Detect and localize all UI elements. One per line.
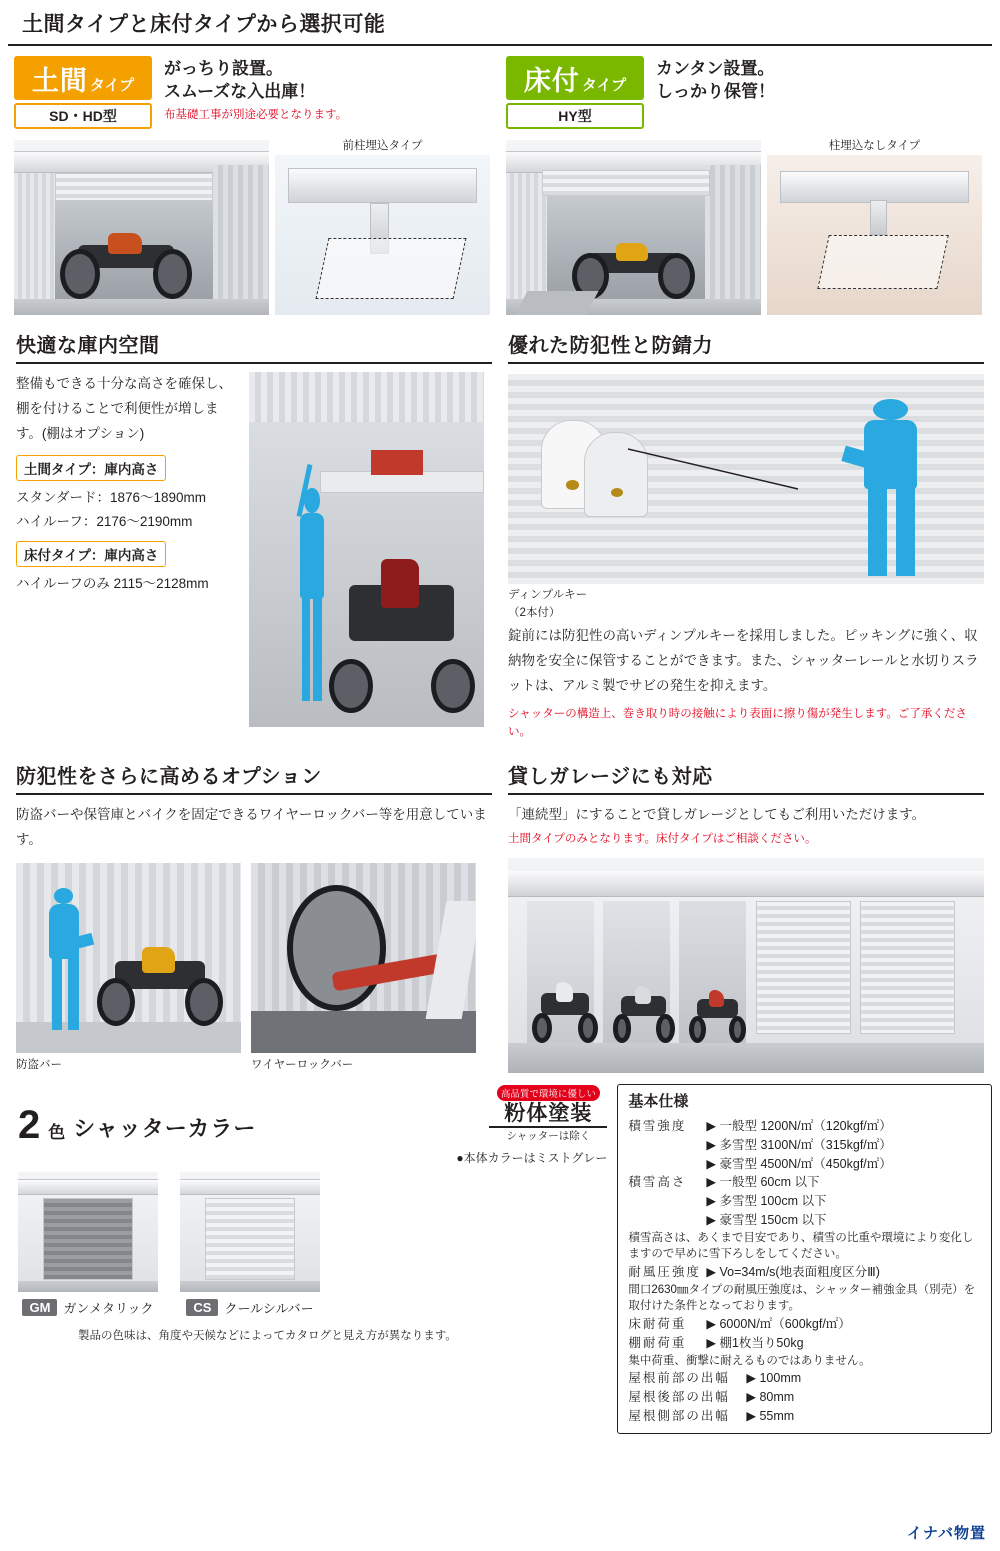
- spec-note-2: 間口2630㎜タイプの耐風圧強度は、シャッター補強金具（別売）を取付けた条件となっております。: [628, 1283, 976, 1313]
- photo-security-shutter: [508, 374, 984, 584]
- person-silhouette: [34, 885, 97, 1029]
- badge-yuka: [506, 56, 644, 129]
- powder-coating-badge: [489, 1084, 607, 1143]
- option-photo-2-wrap: [251, 863, 476, 1074]
- interior-dim-doma-2: ハイルーフ：2176〜2190mm: [16, 513, 193, 529]
- type-doma-images: [14, 137, 494, 315]
- spec-value: 6000N/㎡（600kgf/㎡）: [719, 1317, 851, 1332]
- swatch-item: [180, 1172, 320, 1317]
- swatch-name: クールシルバー: [224, 1300, 314, 1316]
- interior-dim-yuka-1: ハイルーフのみ 2115〜2128mm: [16, 576, 209, 592]
- shutter-colors: [8, 1084, 607, 1435]
- ramp: [515, 291, 599, 316]
- spec-row: 積雪高さ ▶ 一般型 60cm 以下: [628, 1173, 981, 1192]
- type-block-yuka: [500, 56, 992, 315]
- swatch-code: CS: [186, 1299, 218, 1316]
- section-security-note: シャッターの構造上、巻き取り時の接触により表面に擦り傷が発生します。ご了承ください。: [508, 707, 967, 739]
- spec-label: 屋根後部の出幅: [628, 1389, 730, 1404]
- type-copy-yuka: [656, 56, 775, 104]
- garage-shutter: [542, 170, 710, 196]
- interior-label-yuka: 床付タイプ：庫内高さ: [16, 541, 166, 567]
- spec-label: 棚耐荷重: [628, 1335, 687, 1350]
- page-title: 土間タイプと床付タイプから選択可能: [8, 0, 992, 46]
- garage-left-wall: [506, 173, 547, 301]
- section-interior: [8, 329, 500, 742]
- interior-dim-doma-1: スタンダード：1876〜1890mm: [16, 489, 207, 505]
- caption-key-2: （2本付）: [508, 607, 561, 619]
- garage-right-wall: [705, 165, 761, 309]
- spec-label: 積雪強度: [628, 1119, 687, 1134]
- caption-doma-detail: 前柱埋込タイプ: [342, 140, 423, 152]
- type-selection: [0, 46, 1000, 315]
- type-copy-doma-line2: スムーズな入出庫！: [164, 81, 316, 101]
- spec-label: 屋根側部の出幅: [628, 1408, 730, 1423]
- section-security-title: 優れた防犯性と防錆力: [508, 329, 984, 364]
- badge-yuka-main: [506, 56, 644, 100]
- spec-label: 床耐荷重: [628, 1317, 687, 1332]
- section-rental-note: 土間タイプのみとなります。床付タイプはご相談ください。: [508, 832, 817, 845]
- photo-anti-theft-bar: [16, 863, 241, 1053]
- detail-yuka: [767, 137, 982, 315]
- foundation-dashed-outline: [316, 238, 467, 299]
- badge-yuka-model: HY型: [506, 103, 644, 129]
- spec-value: 多雪型 100cm 以下: [719, 1194, 827, 1209]
- section-interior-text: 整備もできる十分な高さを確保し、棚を付けることで利便性が増します。(棚はオプション): [16, 376, 232, 441]
- photo-interior: [249, 372, 484, 727]
- badge-yuka-big: 床付: [523, 66, 580, 96]
- shutter-colors-title: シャッターカラー: [73, 1115, 257, 1141]
- badge-doma: [14, 56, 152, 129]
- powder-sub: シャッターは除く: [506, 1129, 591, 1142]
- badge-doma-model: SD・HD型: [14, 103, 152, 129]
- red-box: [371, 450, 423, 475]
- type-copy-doma-line1: がっちり設置。: [164, 59, 283, 78]
- option-photo-1-wrap: [16, 863, 241, 1074]
- photo-wire-lock-bar: [251, 863, 476, 1053]
- spec-value: 一般型 60cm 以下: [719, 1175, 820, 1190]
- spec-value: 100mm: [759, 1371, 802, 1386]
- caption-key-1: ディンプルキー: [508, 589, 588, 601]
- badge-doma-small: タイプ: [89, 77, 135, 94]
- spec-row: 積雪強度 ▶ 一般型 1200N/㎡（120kgf/㎡）: [628, 1117, 981, 1136]
- swatch-item: [18, 1172, 158, 1317]
- spec-value: Vo=34m/s(地表面粗度区分Ⅲ): [719, 1264, 880, 1279]
- spec-subrow: ▶ 多雪型 3100N/㎡（315kgf/㎡）: [706, 1137, 892, 1152]
- swatch-row: [18, 1172, 607, 1317]
- spec-row: 屋根後部の出幅 ▶ 80mm: [628, 1388, 981, 1407]
- section-interior-title: 快適な庫内空間: [16, 329, 492, 364]
- spec-subrow: ▶ 豪雪型 150cm 以下: [706, 1212, 827, 1227]
- swatch-code: GM: [22, 1299, 57, 1316]
- spec-value: 80mm: [759, 1389, 795, 1404]
- type-copy-yuka-line2: しっかり保管！: [656, 81, 775, 101]
- spec-row: 屋根側部の出幅 ▶ 55mm: [628, 1407, 981, 1426]
- section-security: [500, 329, 992, 742]
- shutter-colors-heading: [18, 1102, 257, 1147]
- spec-table: [617, 1084, 992, 1435]
- section-options: [8, 760, 500, 1074]
- powder-ribbon: 高品質で環境に優しい: [497, 1085, 600, 1101]
- mid-section-1: [0, 315, 1000, 742]
- no-post-dashed-outline: [817, 235, 949, 289]
- mid-section-2: [0, 742, 1000, 1074]
- powder-main: 粉体塗装: [489, 1102, 607, 1128]
- spec-row: 棚耐荷重 ▶ 棚1枚当り50kg: [628, 1334, 981, 1353]
- section-security-text: 錠前には防犯性の高いディンプルキーを採用しました。ピッキングに強く、収納物を安全に保管することができます。また、シャッターレールと水切りスラットは、アルミ製でサビの発生を抑えます。: [508, 628, 979, 693]
- photo-swatch-cs: [180, 1172, 320, 1292]
- garage-shutter: [55, 173, 213, 201]
- garage-right-wall: [213, 165, 269, 309]
- interior-label-doma: 土間タイプ：庫内高さ: [16, 455, 166, 481]
- bottom-section: [0, 1074, 1000, 1435]
- spec-label: 耐風圧強度: [628, 1264, 701, 1279]
- motorcycle: [329, 550, 475, 713]
- spec-row: 屋根前部の出幅 ▶ 100mm: [628, 1369, 981, 1388]
- section-options-title: 防犯性をさらに高めるオプション: [16, 760, 492, 795]
- section-options-text: 防盗バーや保管庫とバイクを固定できるワイヤーロックバー等を用意しています。: [16, 806, 487, 847]
- photo-doma-detail: [275, 155, 490, 315]
- spec-value: 多雪型 3100N/㎡（315kgf/㎡）: [719, 1137, 892, 1152]
- spec-label: 積雪高さ: [628, 1175, 687, 1190]
- type-copy-doma: [164, 56, 347, 124]
- detail-doma: [275, 137, 490, 315]
- spec-subrow: ▶ 多雪型 100cm 以下: [706, 1194, 827, 1209]
- spec-note-3: 集中荷重、衝撃に耐えるものではありません。: [628, 1354, 871, 1367]
- motorcycle: [60, 229, 193, 299]
- section-rental: [500, 760, 992, 1074]
- spec-value: 一般型 1200N/㎡（120kgf/㎡）: [719, 1119, 892, 1134]
- section-rental-text: 「連続型」にすることで貸しガレージとしてもご利用いただけます。: [508, 806, 926, 822]
- photo-swatch-gm: [18, 1172, 158, 1292]
- spec-value: 豪雪型 4500N/㎡（450kgf/㎡）: [719, 1156, 892, 1171]
- front-wheel: [287, 885, 386, 1010]
- badge-doma-main: [14, 56, 152, 100]
- caption-yuka-detail: 柱埋込なしタイプ: [828, 140, 921, 152]
- spec-subrow: ▶ 豪雪型 4500N/㎡（450kgf/㎡）: [706, 1156, 892, 1171]
- spec-row: 床耐荷重 ▶ 6000N/㎡（600kgf/㎡）: [628, 1315, 981, 1334]
- photo-rental-garage-row: [508, 858, 984, 1073]
- section-rental-title: 貸しガレージにも対応: [508, 760, 984, 795]
- type-head-doma: [14, 56, 494, 129]
- type-head-yuka: [506, 56, 986, 129]
- garage-left-wall: [14, 173, 55, 301]
- color-count: 2: [18, 1102, 41, 1147]
- spec-value: 棚1枚当り50kg: [719, 1335, 804, 1350]
- body-color-note: ●本体カラーはミストグレー: [456, 1150, 608, 1165]
- type-yuka-images: [506, 137, 986, 315]
- brand-logo: イナバ物置: [906, 1525, 986, 1542]
- spec-note-1: 積雪高さは、あくまで目安であり、積雪の比重や環境により変化しますので早めに雪下ろしをしてください。: [628, 1231, 974, 1261]
- type-copy-yuka-line1: カンタン設置。: [656, 59, 775, 78]
- badge-doma-big: 土間: [31, 66, 88, 96]
- caption-option-2: ワイヤーロックバー: [251, 1058, 354, 1071]
- color-footnote: 製品の色味は、角度や天候などによってカタログと見え方が異なります。: [78, 1329, 457, 1342]
- spec-row: 耐風圧強度 ▶ Vo=34m/s(地表面粗度区分Ⅲ): [628, 1263, 981, 1282]
- caption-option-1: 防盗バー: [16, 1058, 62, 1071]
- photo-yuka-garage: [506, 140, 761, 315]
- type-block-doma: [8, 56, 500, 315]
- spec-value: 豪雪型 150cm 以下: [719, 1212, 827, 1227]
- person-silhouette: [841, 395, 946, 576]
- badge-yuka-small: タイプ: [581, 77, 627, 94]
- photo-yuka-detail: [767, 155, 982, 315]
- spec-label: 屋根前部の出幅: [628, 1371, 730, 1386]
- spec-value: 55mm: [759, 1408, 795, 1423]
- swatch-name: ガンメタリック: [63, 1300, 154, 1316]
- type-copy-doma-note: 布基礎工事が別途必要となります。: [164, 108, 348, 121]
- color-count-suffix: 色: [48, 1122, 66, 1142]
- motorcycle: [97, 942, 223, 1026]
- photo-doma-garage: [14, 140, 269, 315]
- garage-floor: [14, 299, 269, 315]
- spec-title: 基本仕様: [628, 1092, 689, 1110]
